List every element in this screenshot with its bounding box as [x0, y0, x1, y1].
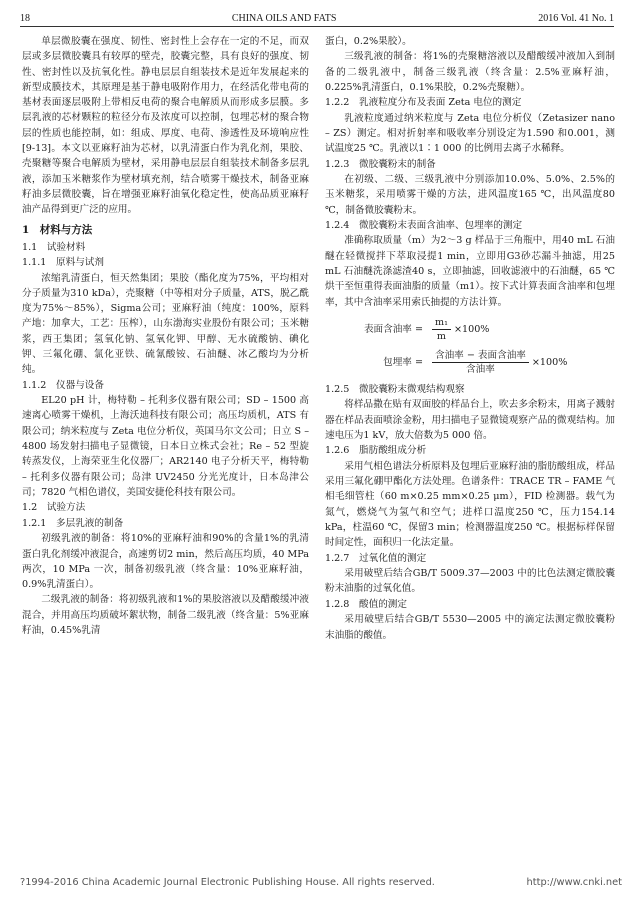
page-number: 18 [20, 13, 30, 24]
cnki-url[interactable]: http://www.cnki.net [526, 876, 622, 888]
fraction-denominator: m [436, 330, 447, 342]
body-paragraph: 采用气相色谱法分析原料及包埋后亚麻籽油的脂肪酸组成，样品采用三氟化硼甲酯化方法处理。色谱条件：TRACE TR – FAME 气相毛细管柱（60 m×0.25 mm×0.25 μm），FID 检测器。载气为氮气，燃烧气为氢气和空气；进样口温度250 ℃，压力154.14 kPa，柱温60 ℃，保留3 min；检测器温度250 ℃。根据标样保留时间定性，面积归一化法定量。 [325, 460, 615, 549]
fraction [432, 349, 529, 376]
formula-tail: ×100% [453, 323, 490, 335]
body-paragraph: 乳液粒度通过纳米粒度与 Zeta 电位分析仪（Zetasizer nano – ZS）测定。相对折射率和吸收率分别设定为1.590 和0.001，测试温度25 ℃。乳液以1∶1 000 的比例用去离子水稀释。 [325, 112, 615, 155]
journal-name: CHINA OILS AND FATS [231, 13, 337, 24]
section-heading: 1 材料与方法 [22, 223, 93, 236]
subsubsection-heading: 1.2.5 微胶囊粉末微观结构观察 [325, 383, 465, 395]
copyright-notice: ?1994-2016 China Academic Journal Electronic Publishing House. All rights reserved. [20, 876, 435, 888]
body-paragraph: 采用破壁后结合GB/T 5530—2005 中的滴定法测定微胶囊粉末油脂的酸值。 [325, 614, 615, 641]
fraction-denominator: 含油率 [466, 363, 495, 375]
running-header [20, 6, 614, 24]
formula-label: 表面含油率 = [363, 323, 423, 335]
right-column [325, 34, 615, 643]
fraction-numerator: m₁ [432, 316, 451, 330]
subsection-heading: 1.2 试验方法 [22, 502, 86, 514]
formula-label: 包埋率 = [383, 356, 423, 368]
body-paragraph: 二级乳液的制备：将初级乳液和1%的果胶溶液以及醋酸缓冲液混合，并用高压均质破坏絮状物，制备二级乳液（终含量：5%亚麻籽油，0.45%乳清 [22, 594, 309, 636]
subsubsection-heading: 1.2.3 微胶囊粉末的制备 [325, 158, 436, 170]
body-paragraph: 采用破壁后结合GB/T 5009.37—2003 中的比色法测定微胶囊粉末油脂的过氧化值。 [325, 568, 615, 595]
left-column [22, 34, 309, 638]
subsubsection-heading: 1.1.1 原料与试剂 [22, 257, 104, 269]
formula-tail: ×100% [531, 356, 568, 368]
body-paragraph: 准确称取质量（m）为2～3 g 样品于三角瓶中，用40 mL 石油醚在轻微搅拌下萃取浸提1 min，立即用G3砂芯漏斗抽滤，用25 mL 石油醚洗涤滤渣40 s，立即抽滤，回收滤液中的石油醚，65 ℃烘干至恒重得表面油脂的质量（m1）。按下式计算表面含油率和包埋率，其中含油率采用索氏抽提的方法计算。 [325, 235, 615, 308]
body-paragraph: 在初级、二级、三级乳液中分别添加10.0%、5.0%、2.5%的玉米糖浆，采用喷雾干燥的方法，进风温度165 ℃，出风温度80 ℃，制备微胶囊粉末。 [325, 174, 615, 216]
body-paragraph: 初级乳液的制备：将10%的亚麻籽油和90%的含量1%的乳清蛋白乳化剂缓冲液混合，高速剪切2 min，然后高压均质，40 MPa 两次，10 MPa 一次，制备初级乳液（终含量：10%亚麻籽油，0.9%乳清蛋白）。 [22, 533, 309, 591]
issue-info: 2016 Vol. 41 No. 1 [538, 13, 614, 24]
fraction-numerator: 含油率 − 表面含油率 [432, 349, 529, 363]
body-paragraph: 三级乳液的制备：将1%的壳聚糖溶液以及醋酸缓冲液加入到制备的二级乳液中，制备三级乳液（终含量：2.5%亚麻籽油，0.225%乳清蛋白，0.1%果胶，0.2%壳聚糖）。 [325, 51, 615, 93]
subsubsection-heading: 1.2.2 乳液粒度分布及表面 Zeta 电位的测定 [325, 97, 522, 109]
header-rule [20, 26, 614, 27]
subsubsection-heading: 1.2.7 过氧化值的测定 [325, 552, 427, 564]
body-paragraph: 将样品撒在贴有双面胶的样品台上，吹去多余粉末，用离子溅射器在样品表面喷涂金粉，用扫描电子显微镜观察产品的微观结构。加速电压为1 kV，放大倍数为5 000 倍。 [325, 399, 615, 442]
formula-surface-oil [325, 316, 615, 343]
subsubsection-heading: 1.2.4 微胶囊粉末表面含油率、包埋率的测定 [325, 219, 523, 231]
subsubsection-heading: 1.1.2 仪器与设备 [22, 379, 104, 391]
body-paragraph: EL20 pH 计，梅特勒 – 托利多仪器有限公司；SD – 1500 高速离心喷雾干燥机，上海沃迪科技有限公司；高压均质机，ATS 有限公司；纳米粒度与 Zeta 电位分析仪，英国马尔文公司；日立 S – 4800 场发射扫描电子显微镜，日本日立株式会社；Re – 52 型旋转蒸发仪，上海荣亚生化仪器厂；AR2140 电子分析天平，梅特勒 – 托利多仪器有限公司；岛津 UV2450 分光光度计，日本岛津公司；7820 气相色谱仪，美国安捷伦科技有限公司。 [22, 395, 309, 498]
formula-block [325, 316, 615, 376]
page-footer [20, 871, 622, 893]
body-paragraph: 蛋白，0.2%果胶）。 [325, 36, 412, 47]
subsubsection-heading: 1.2.8 酸值的测定 [325, 598, 407, 610]
body-paragraph: 浓缩乳清蛋白，恒天然集团；果胶（酯化度为75%，平均相对分子质量为310 kDa），壳聚糖（中等相对分子质量，ATS，脱乙酰度为75%～85%），Sigma公司；亚麻籽油（纯度：100%，原料产地：加拿大，工艺：压榨），山东渤海实业股份有限公司；玉米糖浆，西王集团；氢氧化钠、氢氧化钾、甲醇、无水硫酸钠、碘化钾、三氟化硼、氯化亚铁、硫氰酸铵、石油醚、冰乙酸均为分析纯。 [22, 272, 309, 376]
formula-encapsulation [325, 349, 615, 376]
subsection-heading: 1.1 试验材料 [22, 241, 86, 253]
subsubsection-heading: 1.2.1 多层乳液的制备 [22, 517, 124, 529]
body-paragraph: 单层微胶囊在强度、韧性、密封性上会存在一定的不足，而双层或多层微胶囊具有较厚的壁壳，胶囊完整，具有良好的强度、韧性、密封性以及抗氧化性。静电层层自组装技术是近年发展起来的新型成膜技术，其原理是基于静电吸附作用力，在经活化带电荷的基材表面逐层吸附上带相反电荷的聚合电解质从而形成多层膜。多层乳液的芯材颗粒的粒径分布及浓度可以控制，包埋芯材的聚合物层的性质也能控制，如：组成、厚度、电荷、渗透性及环境响应性[9-13]。本文以亚麻籽油为芯材，以乳清蛋白作为乳化剂，果胶、壳聚糖等聚合电解质为壁材，采用静电层层自组装技术制备多层乳液，添加玉米糖浆作为壁材填充剂，结合喷雾干燥技术，制备亚麻籽油多层微胶囊，旨在增强亚麻籽油氧化稳定性，使高品质亚麻籽油产品得到更广泛的应用。 [22, 36, 309, 216]
subsubsection-heading: 1.2.6 脂肪酸组成分析 [325, 445, 427, 457]
fraction [432, 316, 451, 343]
